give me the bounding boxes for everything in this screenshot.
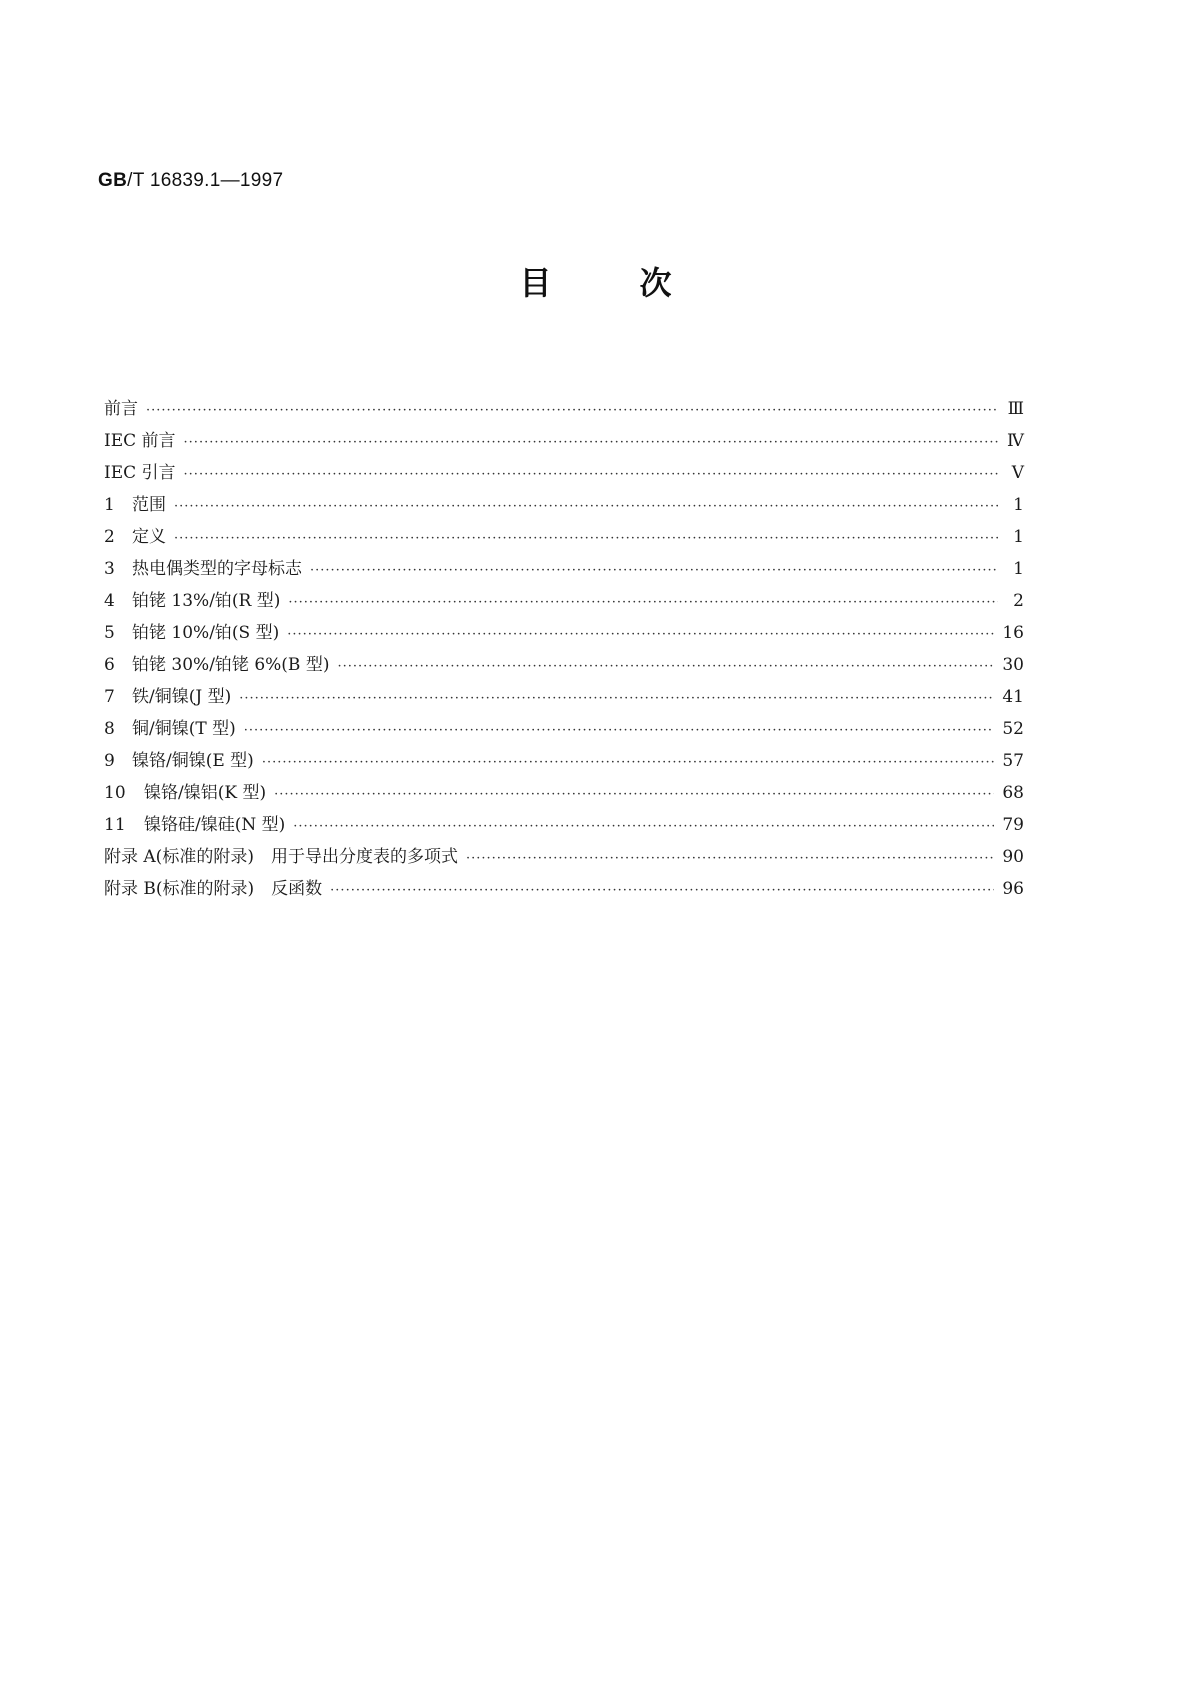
toc-entry-title: 铂铑 10%/铂(S 型) bbox=[132, 623, 280, 643]
toc-entry-title: 铂铑 13%/铂(R 型) bbox=[132, 591, 281, 611]
toc-dot-leader bbox=[288, 587, 998, 619]
toc-entry-8[interactable] bbox=[104, 713, 1024, 745]
toc-entry-page: 96 bbox=[1002, 879, 1024, 899]
toc-entry-4[interactable] bbox=[104, 585, 1024, 617]
toc-entry-iec-introduction[interactable] bbox=[104, 457, 1024, 489]
toc-dot-leader bbox=[184, 427, 998, 459]
toc-entry-number: 2 bbox=[104, 527, 115, 547]
toc-entry-title: 前言 bbox=[104, 399, 138, 419]
standard-prefix: GB bbox=[98, 170, 128, 191]
toc-entry-3[interactable] bbox=[104, 553, 1024, 585]
toc-dot-leader bbox=[287, 619, 994, 651]
toc-entry-9[interactable] bbox=[104, 745, 1024, 777]
toc-entry-title: 热电偶类型的字母标志 bbox=[132, 559, 302, 579]
toc-entry-title: 定义 bbox=[132, 527, 166, 547]
toc-dot-leader bbox=[310, 555, 998, 587]
toc-entry-number: 4 bbox=[104, 591, 115, 611]
toc-entry-number: 9 bbox=[104, 751, 115, 771]
toc-entry-10[interactable] bbox=[104, 777, 1024, 809]
toc-entry-number: 6 bbox=[104, 655, 115, 675]
toc-entry-number: 8 bbox=[104, 719, 115, 739]
toc-dot-leader bbox=[466, 843, 994, 875]
toc-entry-appendix-a[interactable] bbox=[104, 841, 1024, 873]
standard-number bbox=[98, 170, 283, 192]
toc-entry-title: 铜/铜镍(T 型) bbox=[132, 719, 236, 739]
toc-entry-number: 11 bbox=[104, 815, 126, 835]
toc-entry-number: 1 bbox=[104, 495, 115, 515]
toc-entry-title: 范围 bbox=[132, 495, 166, 515]
toc-entry-title: 铂铑 30%/铂铑 6%(B 型) bbox=[132, 655, 330, 675]
toc-dot-leader bbox=[174, 523, 998, 555]
toc-entry-page: Ⅲ bbox=[1007, 399, 1024, 419]
toc-entry-page: Ⅴ bbox=[1011, 463, 1024, 483]
toc-entry-page: 1 bbox=[1013, 495, 1024, 515]
toc-dot-leader bbox=[274, 779, 994, 811]
toc-entry-5[interactable] bbox=[104, 617, 1024, 649]
toc-entry-title: 镍铬硅/镍硅(N 型) bbox=[144, 815, 286, 835]
toc-entry-title: 镍铬/镍铝(K 型) bbox=[144, 783, 267, 803]
toc-entry-page: 90 bbox=[1002, 847, 1024, 867]
toc-entry-title: IEC 前言 bbox=[104, 431, 176, 451]
toc-entry-page: 52 bbox=[1002, 719, 1024, 739]
toc-entry-title: 附录 A(标准的附录) 用于导出分度表的多项式 bbox=[104, 847, 458, 867]
toc-entry-6[interactable] bbox=[104, 649, 1024, 681]
toc-entry-11[interactable] bbox=[104, 809, 1024, 841]
toc-entry-page: 68 bbox=[1002, 783, 1024, 803]
toc-entry-title: 镍铬/铜镍(E 型) bbox=[132, 751, 254, 771]
toc-dot-leader bbox=[337, 651, 994, 683]
toc-entry-page: 79 bbox=[1002, 815, 1024, 835]
toc-entry-page: 1 bbox=[1013, 559, 1024, 579]
toc-entry-page: 16 bbox=[1002, 623, 1024, 643]
toc-entry-page: 30 bbox=[1002, 655, 1024, 675]
toc-dot-leader bbox=[146, 395, 998, 427]
toc-entry-number: 3 bbox=[104, 559, 115, 579]
toc-entry-7[interactable] bbox=[104, 681, 1024, 713]
toc-entry-page: 57 bbox=[1002, 751, 1024, 771]
toc-dot-leader bbox=[262, 747, 995, 779]
standard-code: /T 16839.1—1997 bbox=[127, 170, 284, 191]
toc-entry-appendix-b[interactable] bbox=[104, 873, 1024, 905]
toc-entry-1[interactable] bbox=[104, 489, 1024, 521]
toc-entry-page: 2 bbox=[1013, 591, 1024, 611]
toc-entry-page: Ⅳ bbox=[1007, 431, 1024, 451]
toc-dot-leader bbox=[239, 683, 994, 715]
toc-dot-leader bbox=[293, 811, 994, 843]
toc-entry-title: 附录 B(标准的附录) 反函数 bbox=[104, 879, 323, 899]
toc-entry-number: 10 bbox=[104, 783, 126, 803]
toc-dot-leader bbox=[174, 491, 998, 523]
toc-dot-leader bbox=[184, 459, 998, 491]
table-of-contents bbox=[104, 393, 1024, 905]
toc-entry-number: 5 bbox=[104, 623, 115, 643]
toc-entry-title: 铁/铜镍(J 型) bbox=[132, 687, 232, 707]
toc-entry-2[interactable] bbox=[104, 521, 1024, 553]
toc-entry-title: IEC 引言 bbox=[104, 463, 176, 483]
toc-entry-page: 1 bbox=[1013, 527, 1024, 547]
toc-entry-number: 7 bbox=[104, 687, 115, 707]
toc-dot-leader bbox=[330, 875, 994, 907]
toc-entry-preface[interactable] bbox=[104, 393, 1024, 425]
toc-entry-iec-preface[interactable] bbox=[104, 425, 1024, 457]
toc-heading: 目次 bbox=[519, 264, 760, 302]
toc-dot-leader bbox=[244, 715, 995, 747]
toc-entry-page: 41 bbox=[1002, 687, 1024, 707]
